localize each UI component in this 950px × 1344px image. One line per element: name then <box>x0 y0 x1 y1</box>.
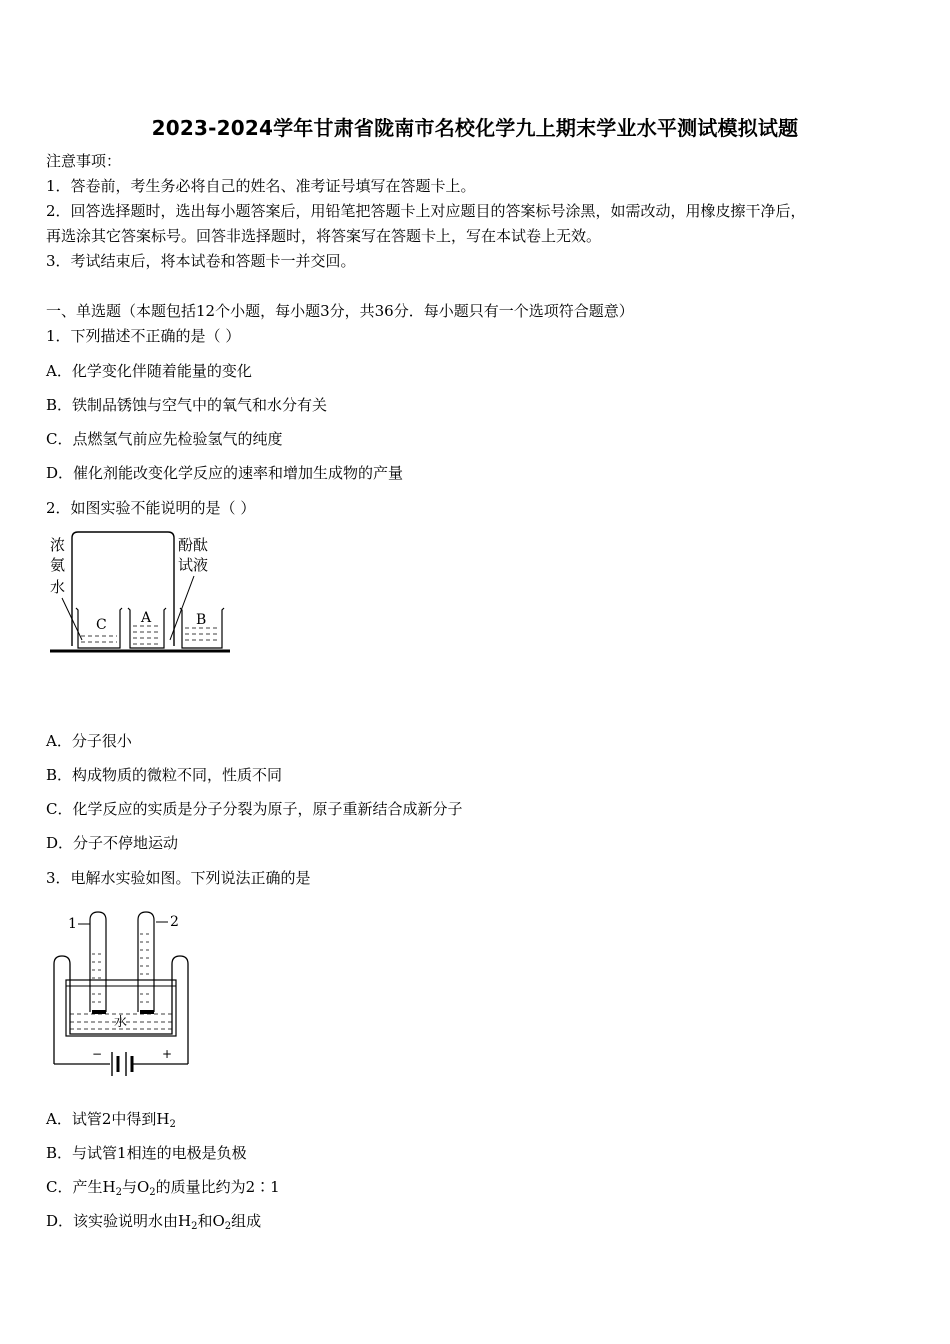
label-left-2: 氨 <box>50 556 66 574</box>
q2-option-c: C．化学反应的实质是分子分裂为原子，原子重新结合成新分子 <box>46 800 463 818</box>
q2-stem: 2．如图实验不能说明的是（ ） <box>46 499 256 517</box>
section-heading: 一、单选题（本题包括12个小题，每小题3分，共36分．每小题只有一个选项符合题意） <box>46 302 634 320</box>
notice-item-2: 2．回答选择题时，选出每小题答案后，用铅笔把答题卡上对应题目的答案标号涂黑，如需改动，用橡皮擦干净后， <box>46 202 806 220</box>
q1-option-a: A．化学变化伴随着能量的变化 <box>46 362 252 380</box>
beaker-b-label: B <box>196 612 207 628</box>
notice-heading: 注意事项： <box>46 152 122 170</box>
q2-option-b: B．构成物质的微粒不同，性质不同 <box>46 766 283 784</box>
q3-option-c: C．产生$H_2$与$O_2$的质量比约为2∶1 <box>46 1178 280 1198</box>
q3-option-a: A．试管2中得到$H_2$ <box>46 1110 176 1130</box>
q1-option-d: D．催化剂能改变化学反应的速率和增加生成物的产量 <box>46 464 404 482</box>
beaker-c-label: C <box>96 617 107 633</box>
water-label: 水 <box>114 1015 128 1030</box>
notice-item-3: 3．考试结束后，将本试卷和答题卡一并交回。 <box>46 252 356 270</box>
q1-option-b: B．铁制品锈蚀与空气中的氧气和水分有关 <box>46 396 328 414</box>
q3-option-d: D．该实验说明水由$H_2$和$O_2$组成 <box>46 1212 262 1232</box>
label-left-3: 水 <box>50 578 66 596</box>
page-title: 2023-2024学年甘肃省陇南市名校化学九上期末学业水平测试模拟试题 <box>151 116 799 140</box>
electrolysis-figure <box>46 904 206 1090</box>
minus-label: − <box>92 1047 103 1061</box>
tube-2-label: 2 <box>170 914 179 930</box>
notice-item-1: 1．答卷前，考生务必将自己的姓名、准考证号填写在答题卡上。 <box>46 177 476 195</box>
tube-1-label: 1 <box>68 916 77 932</box>
label-right-2: 试液 <box>178 556 209 574</box>
ammonia-diffusion-figure <box>46 528 236 658</box>
label-right-1: 酚酞 <box>178 536 209 554</box>
q1-option-c: C．点燃氢气前应先检验氢气的纯度 <box>46 430 283 448</box>
notice-item-2-cont: 再选涂其它答案标号。回答非选择题时，将答案写在答题卡上，写在本试卷上无效。 <box>46 227 602 245</box>
plus-label: + <box>162 1047 173 1061</box>
q3-stem: 3．电解水实验如图。下列说法正确的是 <box>46 869 311 887</box>
beaker-a-label: A <box>141 610 152 626</box>
q3-option-b: B．与试管1相连的电极是负极 <box>46 1144 247 1162</box>
q2-option-a: A．分子很小 <box>46 732 132 750</box>
q1-stem: 1．下列描述不正确的是（ ） <box>46 327 241 345</box>
label-left-1: 浓 <box>50 536 66 554</box>
q2-option-d: D．分子不停地运动 <box>46 834 179 852</box>
